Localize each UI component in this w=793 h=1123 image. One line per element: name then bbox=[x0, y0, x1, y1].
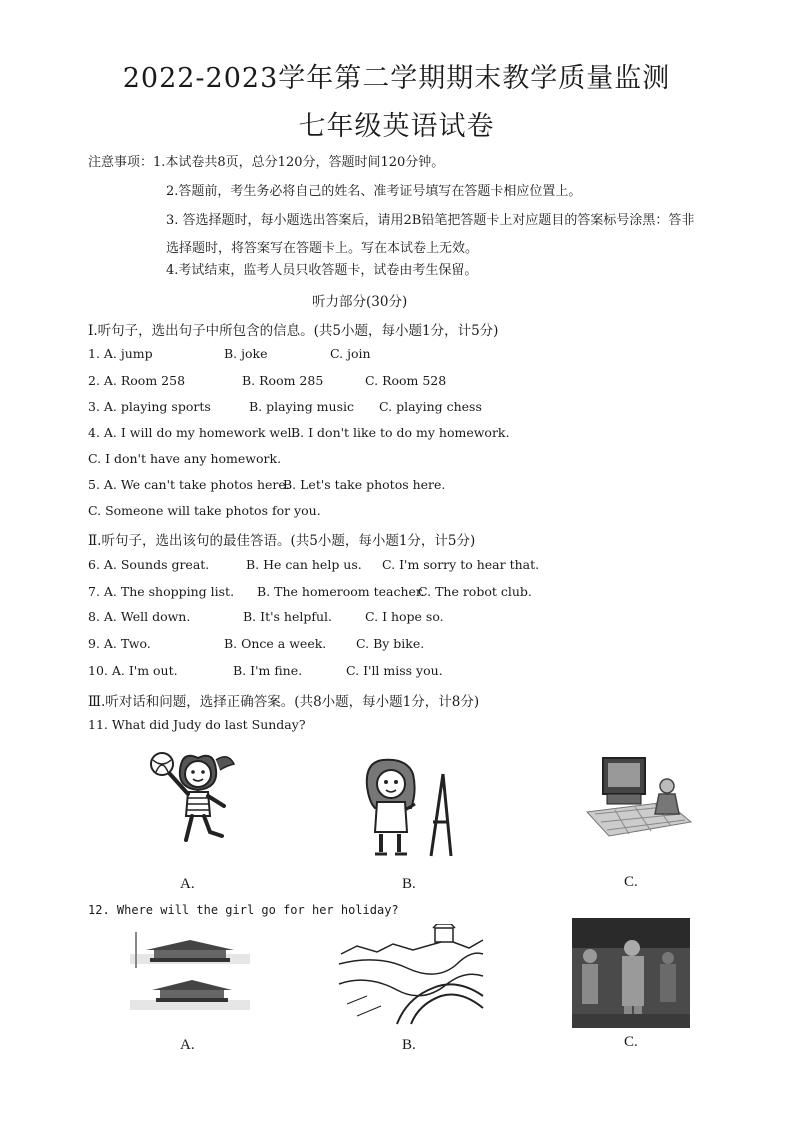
q12-label-a: A. bbox=[180, 1037, 195, 1053]
q12-label-c: C. bbox=[624, 1034, 638, 1050]
q4-option-b: B. I don't like to do my homework. bbox=[291, 425, 510, 440]
q3-option-c: C. playing chess bbox=[379, 399, 482, 414]
q12-question: 12. Where will the girl go for her holiday? bbox=[88, 903, 399, 917]
q6-option-a: 6. A. Sounds great. bbox=[88, 557, 210, 572]
q9-option-c: C. By bike. bbox=[356, 636, 425, 651]
q11-label-b: B. bbox=[402, 876, 416, 892]
q7-option-c: C. The robot club. bbox=[418, 584, 532, 599]
q12-label-b: B. bbox=[402, 1037, 416, 1053]
q1-option-b: B. joke bbox=[224, 346, 268, 361]
q3-option-b: B. playing music bbox=[249, 399, 354, 414]
q9-option-a: 9. A. Two. bbox=[88, 636, 151, 651]
exam-title: 2022-2023学年第二学期期末教学质量监测 bbox=[122, 63, 671, 94]
note-4: 4.考试结束，监考人员只收答题卡，试卷由考生保留。 bbox=[166, 263, 478, 278]
q2-option-b: B. Room 285 bbox=[242, 373, 324, 388]
q11-label-a: A. bbox=[180, 876, 195, 892]
q8-option-a: 8. A. Well down. bbox=[88, 609, 191, 624]
note-1: 注意事项：1.本试卷共8页，总分120分，答题时间120分钟。 bbox=[88, 155, 445, 170]
terracotta-warriors-photo-icon bbox=[572, 918, 690, 1028]
note-3a: 3. 答选择题时，每小题选出答案后，请用2B铅笔把答题卡上对应题目的答案标号涂黑：答非 bbox=[166, 213, 695, 228]
girl-volleyball-icon bbox=[140, 740, 250, 850]
q8-option-c: C. I hope so. bbox=[365, 609, 444, 624]
q8-option-b: B. It's helpful. bbox=[243, 609, 333, 624]
listening-title: 听力部分(30分) bbox=[312, 294, 408, 310]
q7-option-b: B. The homeroom teacher. bbox=[257, 584, 425, 599]
q5-option-b: B. Let's take photos here. bbox=[283, 477, 446, 492]
q1-option-c: C. join bbox=[330, 346, 371, 361]
q5-option-a: 5. A. We can't take photos here. bbox=[88, 477, 290, 492]
note-2: 2.答题前，考生务必将自己的姓名、准考证号填写在答题卡相应位置上。 bbox=[166, 184, 582, 199]
girl-painting-icon bbox=[355, 752, 465, 862]
q10-option-a: 10. A. I'm out. bbox=[88, 663, 178, 678]
q6-option-c: C. I'm sorry to hear that. bbox=[382, 557, 540, 572]
child-watching-tv-icon bbox=[585, 752, 695, 842]
q2-option-a: 2. A. Room 258 bbox=[88, 373, 186, 388]
note-3b: 选择题时，将答案写在答题卡上。写在本试卷上无效。 bbox=[166, 241, 479, 256]
q2-option-c: C. Room 528 bbox=[365, 373, 447, 388]
q9-option-b: B. Once a week. bbox=[224, 636, 327, 651]
q7-option-a: 7. A. The shopping list. bbox=[88, 584, 235, 599]
q10-option-b: B. I'm fine. bbox=[233, 663, 303, 678]
q5-option-c: C. Someone will take photos for you. bbox=[88, 503, 321, 518]
section-1-title: Ⅰ.听句子，选出句子中所包含的信息。(共5小题，每小题1分，计5分) bbox=[88, 323, 499, 339]
q4-option-c: C. I don't have any homework. bbox=[88, 451, 282, 466]
section-3-title: Ⅲ.听对话和问题，选择正确答案。(共8小题，每小题1分，计8分) bbox=[88, 694, 480, 710]
q3-option-a: 3. A. playing sports bbox=[88, 399, 211, 414]
temple-building-icon bbox=[130, 928, 250, 1018]
q1-option-a: 1. A. jump bbox=[88, 346, 153, 361]
q6-option-b: B. He can help us. bbox=[246, 557, 362, 572]
exam-subtitle: 七年级英语试卷 bbox=[298, 111, 495, 142]
q11-question: 11. What did Judy do last Sunday? bbox=[88, 717, 306, 732]
q4-option-a: 4. A. I will do my homework well. bbox=[88, 425, 300, 440]
q11-label-c: C. bbox=[624, 874, 638, 890]
section-2-title: Ⅱ.听句子，选出该句的最佳答语。(共5小题，每小题1分，计5分) bbox=[88, 533, 476, 549]
q10-option-c: C. I'll miss you. bbox=[346, 663, 443, 678]
great-wall-icon bbox=[337, 924, 485, 1028]
